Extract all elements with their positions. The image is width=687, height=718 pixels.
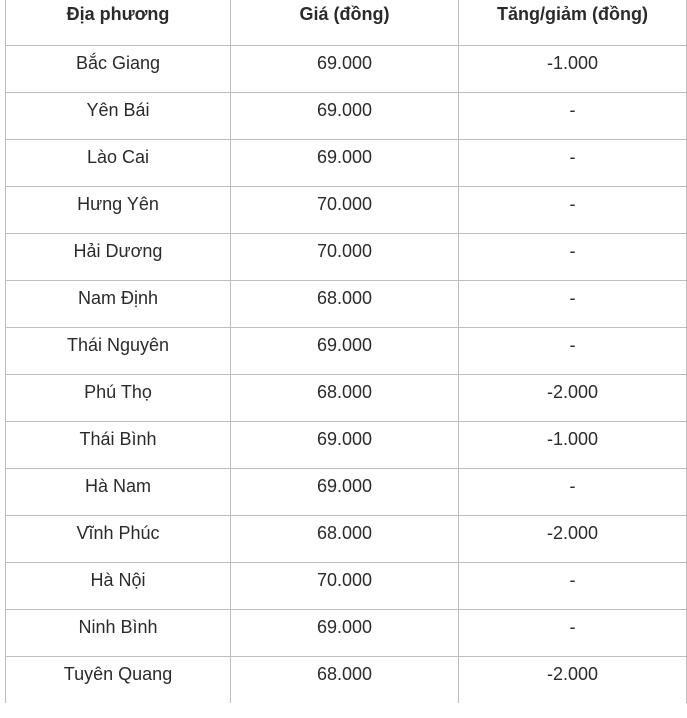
- change-cell: -: [459, 468, 687, 515]
- price-table: [5, 0, 687, 703]
- locality-cell: Ninh Bình: [6, 609, 231, 656]
- table-row: [6, 45, 687, 92]
- price-cell: 70.000: [231, 186, 459, 233]
- price-cell: 68.000: [231, 656, 459, 703]
- locality-cell: Lào Cai: [6, 139, 231, 186]
- price-cell: 69.000: [231, 468, 459, 515]
- header-price: Giá (đồng): [231, 0, 459, 45]
- change-cell: -2.000: [459, 656, 687, 703]
- locality-cell: Bắc Giang: [6, 45, 231, 92]
- table-row: [6, 609, 687, 656]
- locality-cell: Phú Thọ: [6, 374, 231, 421]
- locality-cell: Vĩnh Phúc: [6, 515, 231, 562]
- change-cell: -2.000: [459, 374, 687, 421]
- table-row: [6, 280, 687, 327]
- table-row: [6, 515, 687, 562]
- price-cell: 69.000: [231, 92, 459, 139]
- table-row: [6, 468, 687, 515]
- locality-cell: Thái Bình: [6, 421, 231, 468]
- header-change: Tăng/giảm (đồng): [459, 0, 687, 45]
- change-cell: -: [459, 139, 687, 186]
- price-cell: 70.000: [231, 562, 459, 609]
- table-row: [6, 186, 687, 233]
- change-cell: -: [459, 609, 687, 656]
- locality-cell: Yên Bái: [6, 92, 231, 139]
- locality-cell: Tuyên Quang: [6, 656, 231, 703]
- table-row: [6, 233, 687, 280]
- table-row: [6, 656, 687, 703]
- table-row: [6, 562, 687, 609]
- change-cell: -1.000: [459, 45, 687, 92]
- price-cell: 70.000: [231, 233, 459, 280]
- table-header-row: [6, 0, 687, 45]
- change-cell: -1.000: [459, 421, 687, 468]
- price-cell: 69.000: [231, 327, 459, 374]
- change-cell: -: [459, 280, 687, 327]
- locality-cell: Hải Dương: [6, 233, 231, 280]
- price-cell: 69.000: [231, 609, 459, 656]
- header-locality: Địa phương: [6, 0, 231, 45]
- locality-cell: Hà Nội: [6, 562, 231, 609]
- change-cell: -: [459, 327, 687, 374]
- change-cell: -: [459, 92, 687, 139]
- price-cell: 69.000: [231, 139, 459, 186]
- locality-cell: Nam Định: [6, 280, 231, 327]
- price-cell: 68.000: [231, 374, 459, 421]
- change-cell: -: [459, 562, 687, 609]
- price-cell: 68.000: [231, 515, 459, 562]
- locality-cell: Thái Nguyên: [6, 327, 231, 374]
- change-cell: -: [459, 186, 687, 233]
- price-cell: 68.000: [231, 280, 459, 327]
- table-row: [6, 327, 687, 374]
- table-row: [6, 92, 687, 139]
- change-cell: -: [459, 233, 687, 280]
- table-body: [6, 45, 687, 703]
- table-row: [6, 421, 687, 468]
- locality-cell: Hà Nam: [6, 468, 231, 515]
- table-row: [6, 139, 687, 186]
- price-cell: 69.000: [231, 421, 459, 468]
- change-cell: -2.000: [459, 515, 687, 562]
- price-cell: 69.000: [231, 45, 459, 92]
- table-row: [6, 374, 687, 421]
- locality-cell: Hưng Yên: [6, 186, 231, 233]
